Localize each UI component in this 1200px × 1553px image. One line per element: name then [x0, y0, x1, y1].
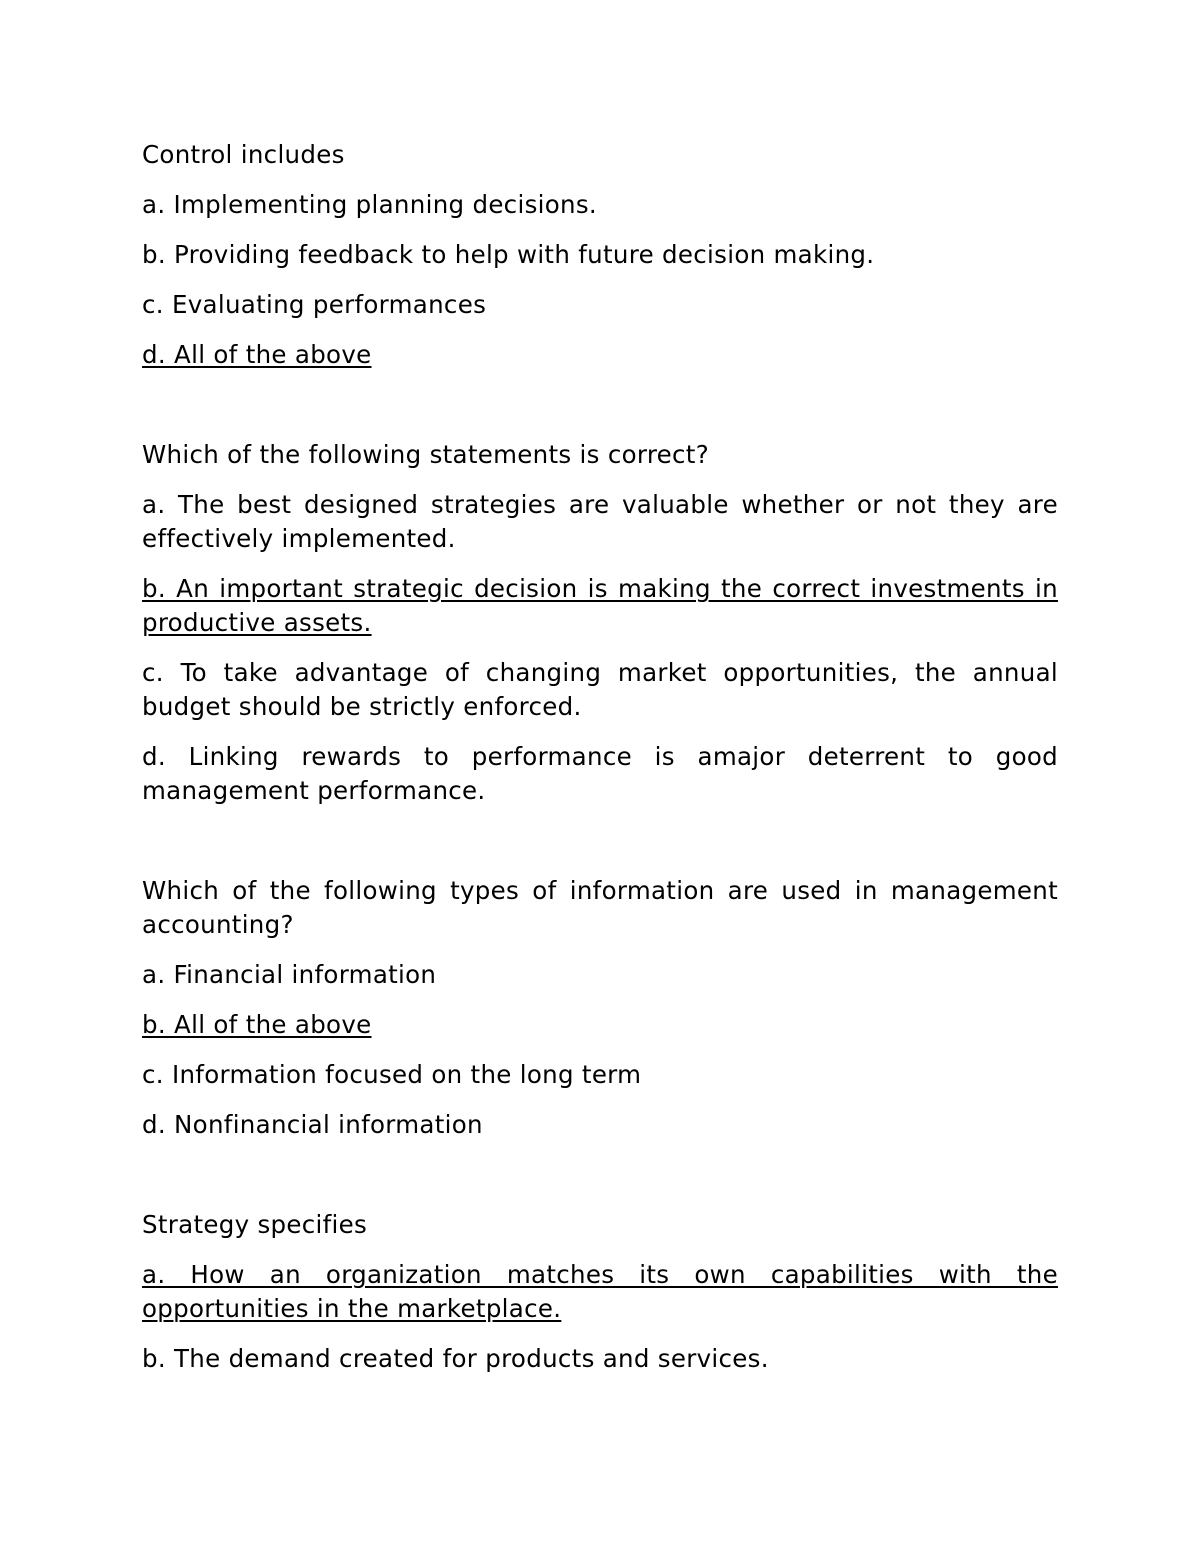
question-stem: Which of the following statements is correct? [142, 440, 710, 469]
option-d: d. Linking rewards to performance is amajor deterrent to good management performance. [142, 742, 1058, 805]
question-1 [142, 138, 1058, 372]
option-c: c. Evaluating performances [142, 290, 487, 319]
spacer [142, 1158, 1058, 1208]
question-4 [142, 1208, 1058, 1376]
option-d: d. Nonfinancial information [142, 1110, 483, 1139]
option-a: a. The best designed strategies are valuable whether or not they are effectively implemented. [142, 490, 1058, 553]
question-3 [142, 874, 1058, 1142]
question-stem: Control includes [142, 140, 345, 169]
option-a: a. Financial information [142, 960, 437, 989]
option-b: b. Providing feedback to help with future decision making. [142, 240, 875, 269]
option-d-correct: d. All of the above [142, 340, 372, 369]
spacer [142, 824, 1058, 874]
option-a-correct: a. How an organization matches its own capabilities with the opportunities in the marketplace. [142, 1260, 1058, 1323]
option-c: c. Information focused on the long term [142, 1060, 642, 1089]
question-2 [142, 438, 1058, 808]
option-b-correct: b. An important strategic decision is making the correct investments in productive assets. [142, 574, 1058, 637]
question-stem: Which of the following types of information are used in management accounting? [142, 876, 1058, 939]
question-stem: Strategy specifies [142, 1210, 368, 1239]
option-c: c. To take advantage of changing market opportunities, the annual budget should be strictly enforced. [142, 658, 1058, 721]
document-page [142, 138, 1058, 1392]
option-b-correct: b. All of the above [142, 1010, 372, 1039]
spacer [142, 388, 1058, 438]
option-a: a. Implementing planning decisions. [142, 190, 598, 219]
option-b: b. The demand created for products and services. [142, 1344, 769, 1373]
